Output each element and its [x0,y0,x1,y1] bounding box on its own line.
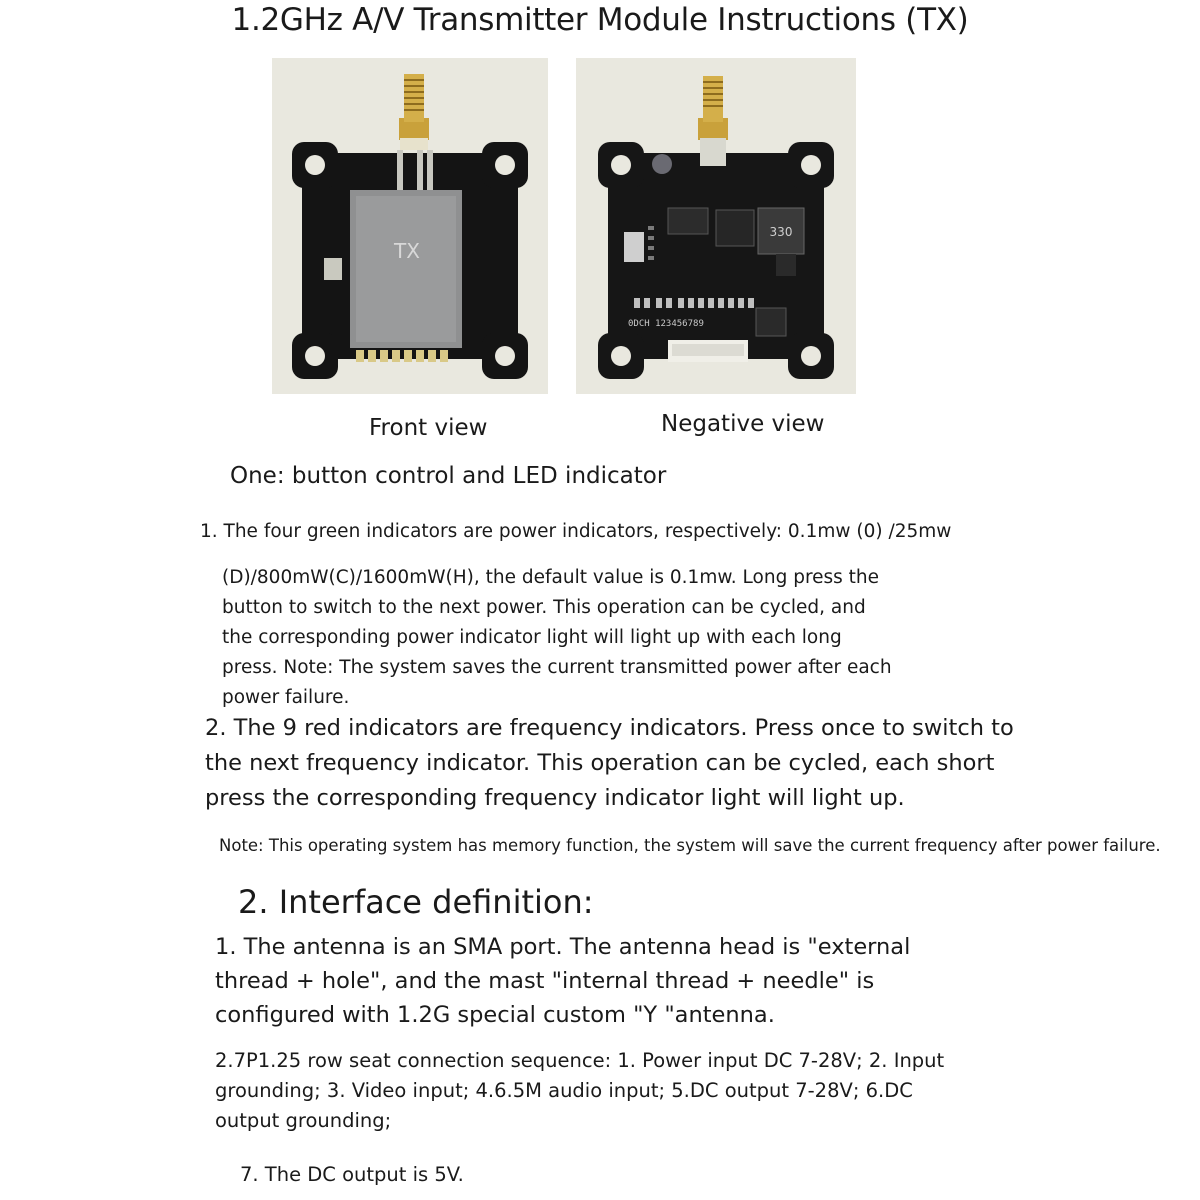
section1-item1-first [200,517,951,547]
inductor-label: 330 [769,225,793,239]
front-view-photo [272,58,548,394]
section2-item1 [215,930,910,1032]
section2-item2 [215,1046,944,1136]
text-line: the corresponding power indicator light will light up with each long [222,627,842,648]
text-line: output grounding; [215,1109,392,1132]
text-line: power failure. [222,687,350,708]
text-line: (D)/800mW(C)/1600mW(H), the default value is 0.1mw. Long press the [222,567,880,588]
section2-heading: 2. Interface definition: [238,883,594,921]
text-line: grounding; 3. Video input; 4.6.5M audio input; 5.DC output 7-28V; 6.DC [215,1079,913,1102]
text-line: 2. The 9 red indicators are frequency indicators. Press once to switch to [205,715,1014,741]
text-line: press the corresponding frequency indicator light will light up. [205,785,905,811]
negative-view-caption: Negative view [661,411,825,437]
section1-heading: One: button control and LED indicator [230,463,667,489]
memory-note: Note: This operating system has memory function, the system will save the current frequency after power failure. [219,836,1161,855]
text-line: the next frequency indicator. This operation can be cycled, each short [205,750,995,776]
text-line: press. Note: The system saves the current transmitted power after each [222,657,892,678]
text-line: thread + hole", and the mast "internal thread + needle" is [215,968,875,994]
page-title: 1.2GHz A/V Transmitter Module Instructions (TX) [231,2,969,38]
negative-view-photo [576,58,856,394]
text-line: 2.7P1.25 row seat connection sequence: 1. Power input DC 7-28V; 2. Input [215,1049,945,1072]
front-view-caption: Front view [369,415,488,441]
led-row-label: 0DCH 123456789 [628,319,704,329]
section1-item2 [205,711,1014,816]
shield-label: TX [394,239,420,263]
text-line: 1. The four green indicators are power indicators, respectively: 0.1mw (0) /25mw [200,521,952,542]
section2-item3: 7. The DC output is 5V. [240,1163,464,1186]
section1-item1-rest [222,563,892,713]
text-line: configured with 1.2G special custom "Y "antenna. [215,1002,775,1028]
text-line: 1. The antenna is an SMA port. The antenna head is "external [215,934,911,960]
text-line: button to switch to the next power. This operation can be cycled, and [222,597,866,618]
